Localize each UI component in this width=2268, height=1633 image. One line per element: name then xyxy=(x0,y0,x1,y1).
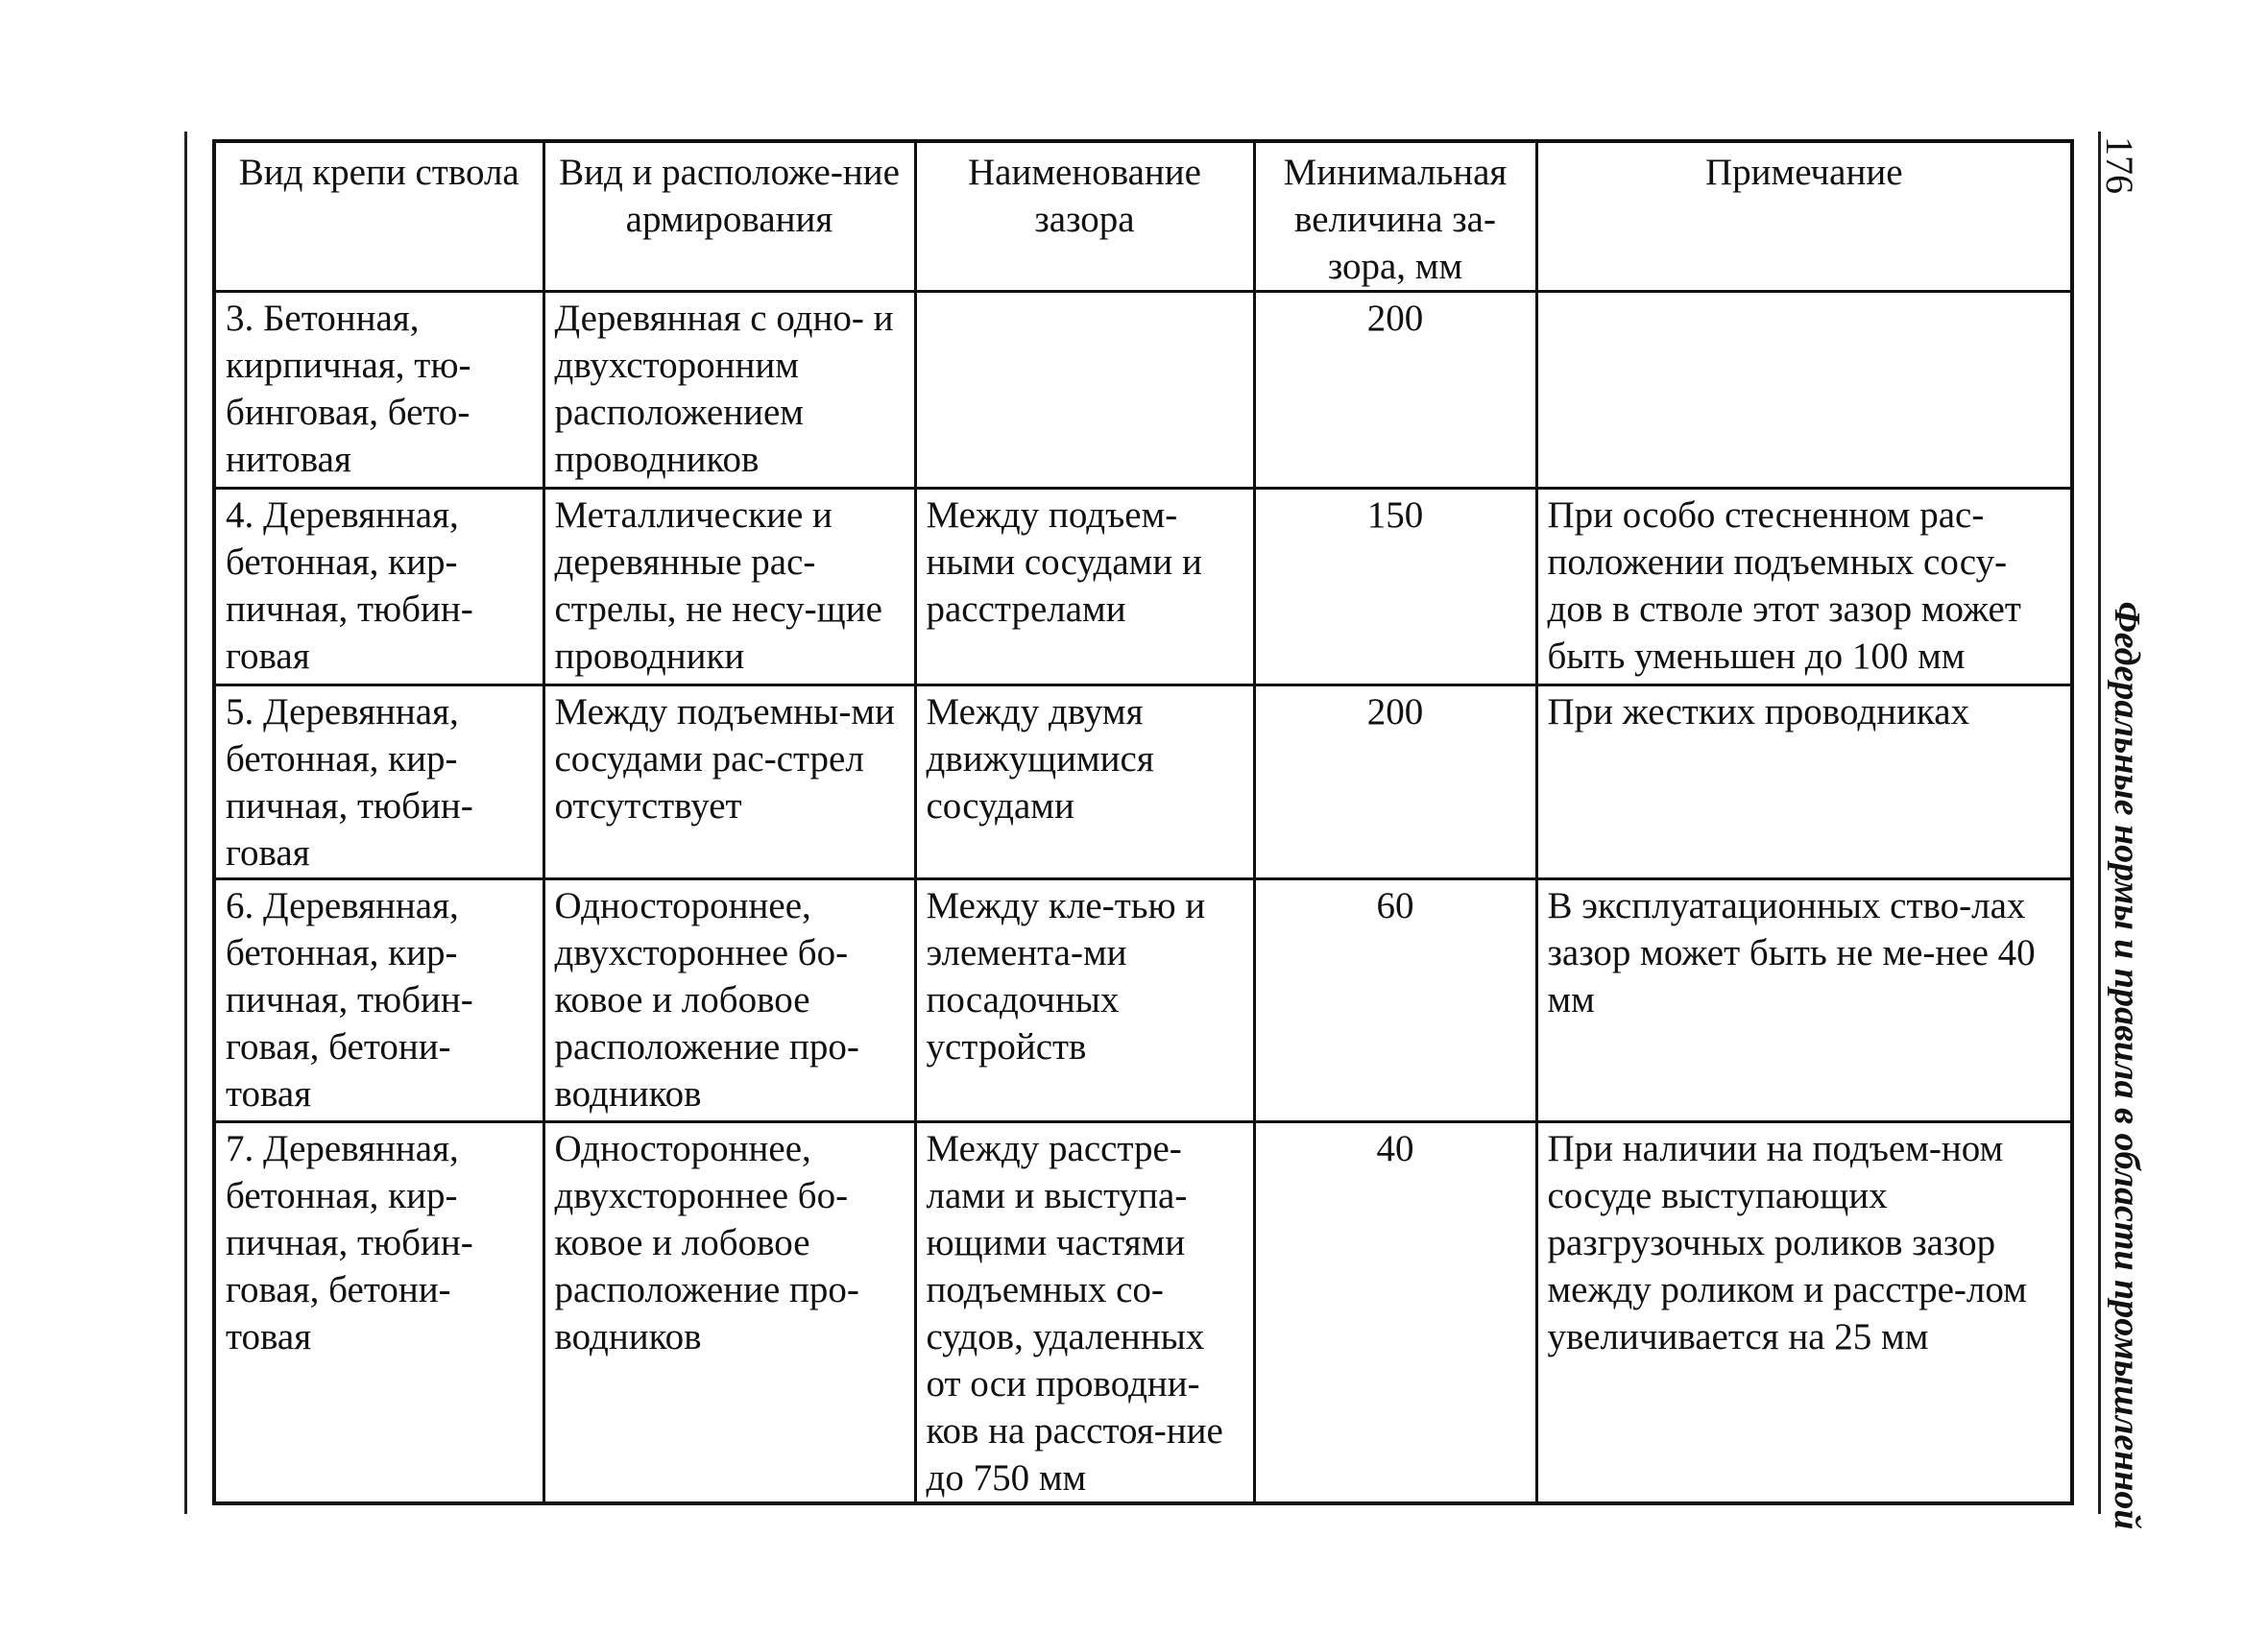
cell-note xyxy=(1536,292,2072,489)
cell-value: 150 xyxy=(1254,489,1536,685)
page-number: 176 xyxy=(2098,136,2142,194)
cell-armirovanie: Одностороннее, двухстороннее бо-ковое и лобовое расположение про-водников xyxy=(543,1122,915,1504)
cell-armirovanie: Одностороннее, двухстороннее бо-ковое и лобовое расположение про-водников xyxy=(543,879,915,1122)
cell-krep: 7. Деревянная, бетонная, кир-пичная, тюбин-говая, бетони-товая xyxy=(214,1122,543,1504)
header-krep: Вид крепи ствола xyxy=(214,141,543,292)
table-row xyxy=(214,1122,2072,1504)
cell-armirovanie: Между подъемны-ми сосудами рас-стрел отсутствует xyxy=(543,685,915,879)
cell-zazor: Между подъем-ными сосудами и расстрелами xyxy=(915,489,1254,685)
cell-armirovanie: Деревянная с одно- и двухсторонним расположением проводников xyxy=(543,292,915,489)
cell-note: В эксплуатационных ство-лах зазор может быть не ме-нее 40 мм xyxy=(1536,879,2072,1122)
left-margin-rule xyxy=(184,132,187,1514)
table-row xyxy=(214,685,2072,879)
cell-krep: 3. Бетонная, кирпичная, тю-бинговая, бето-нитовая xyxy=(214,292,543,489)
header-armirovanie: Вид и расположе-ние армирования xyxy=(543,141,915,292)
header-zazor: Наименование зазора xyxy=(915,141,1254,292)
cell-note: При жестких проводниках xyxy=(1536,685,2072,879)
cell-krep: 6. Деревянная, бетонная, кир-пичная, тюбин-говая, бетони-товая xyxy=(214,879,543,1122)
cell-zazor: Между расстре-лами и выступа-ющими частями подъемных со-судов, удаленных от оси проводни-ков на расстоя-ние до 750 мм xyxy=(915,1122,1254,1504)
header-note: Примечание xyxy=(1536,141,2072,292)
table-row xyxy=(214,292,2072,489)
cell-value: 200 xyxy=(1254,685,1536,879)
cell-krep: 5. Деревянная, бетонная, кир-пичная, тюбин-говая xyxy=(214,685,543,879)
table-row xyxy=(214,489,2072,685)
clearance-table xyxy=(212,139,2074,1505)
cell-zazor xyxy=(915,292,1254,489)
running-head: Федеральные нормы и правила в области промышленной xyxy=(2107,601,2147,1530)
cell-armirovanie: Металлические и деревянные рас-стрелы, не несу-щие проводники xyxy=(543,489,915,685)
cell-krep: 4. Деревянная, бетонная, кир-пичная, тюбин-говая xyxy=(214,489,543,685)
cell-zazor: Между двумя движущимися сосудами xyxy=(915,685,1254,879)
header-min-value: Минимальная величина за-зора, мм xyxy=(1254,141,1536,292)
cell-value: 200 xyxy=(1254,292,1536,489)
cell-note: При особо стесненном рас-положении подъемных сосу-дов в стволе этот зазор может быть уменьшен до 100 мм xyxy=(1536,489,2072,685)
table-header-row xyxy=(214,141,2072,292)
cell-note: При наличии на подъем-ном сосуде выступающих разгрузочных роликов зазор между роликом и расстре-лом увеличивается на 25 мм xyxy=(1536,1122,2072,1504)
cell-value: 40 xyxy=(1254,1122,1536,1504)
cell-zazor: Между кле-тью и элемента-ми посадочных устройств xyxy=(915,879,1254,1122)
table-row xyxy=(214,879,2072,1122)
cell-value: 60 xyxy=(1254,879,1536,1122)
